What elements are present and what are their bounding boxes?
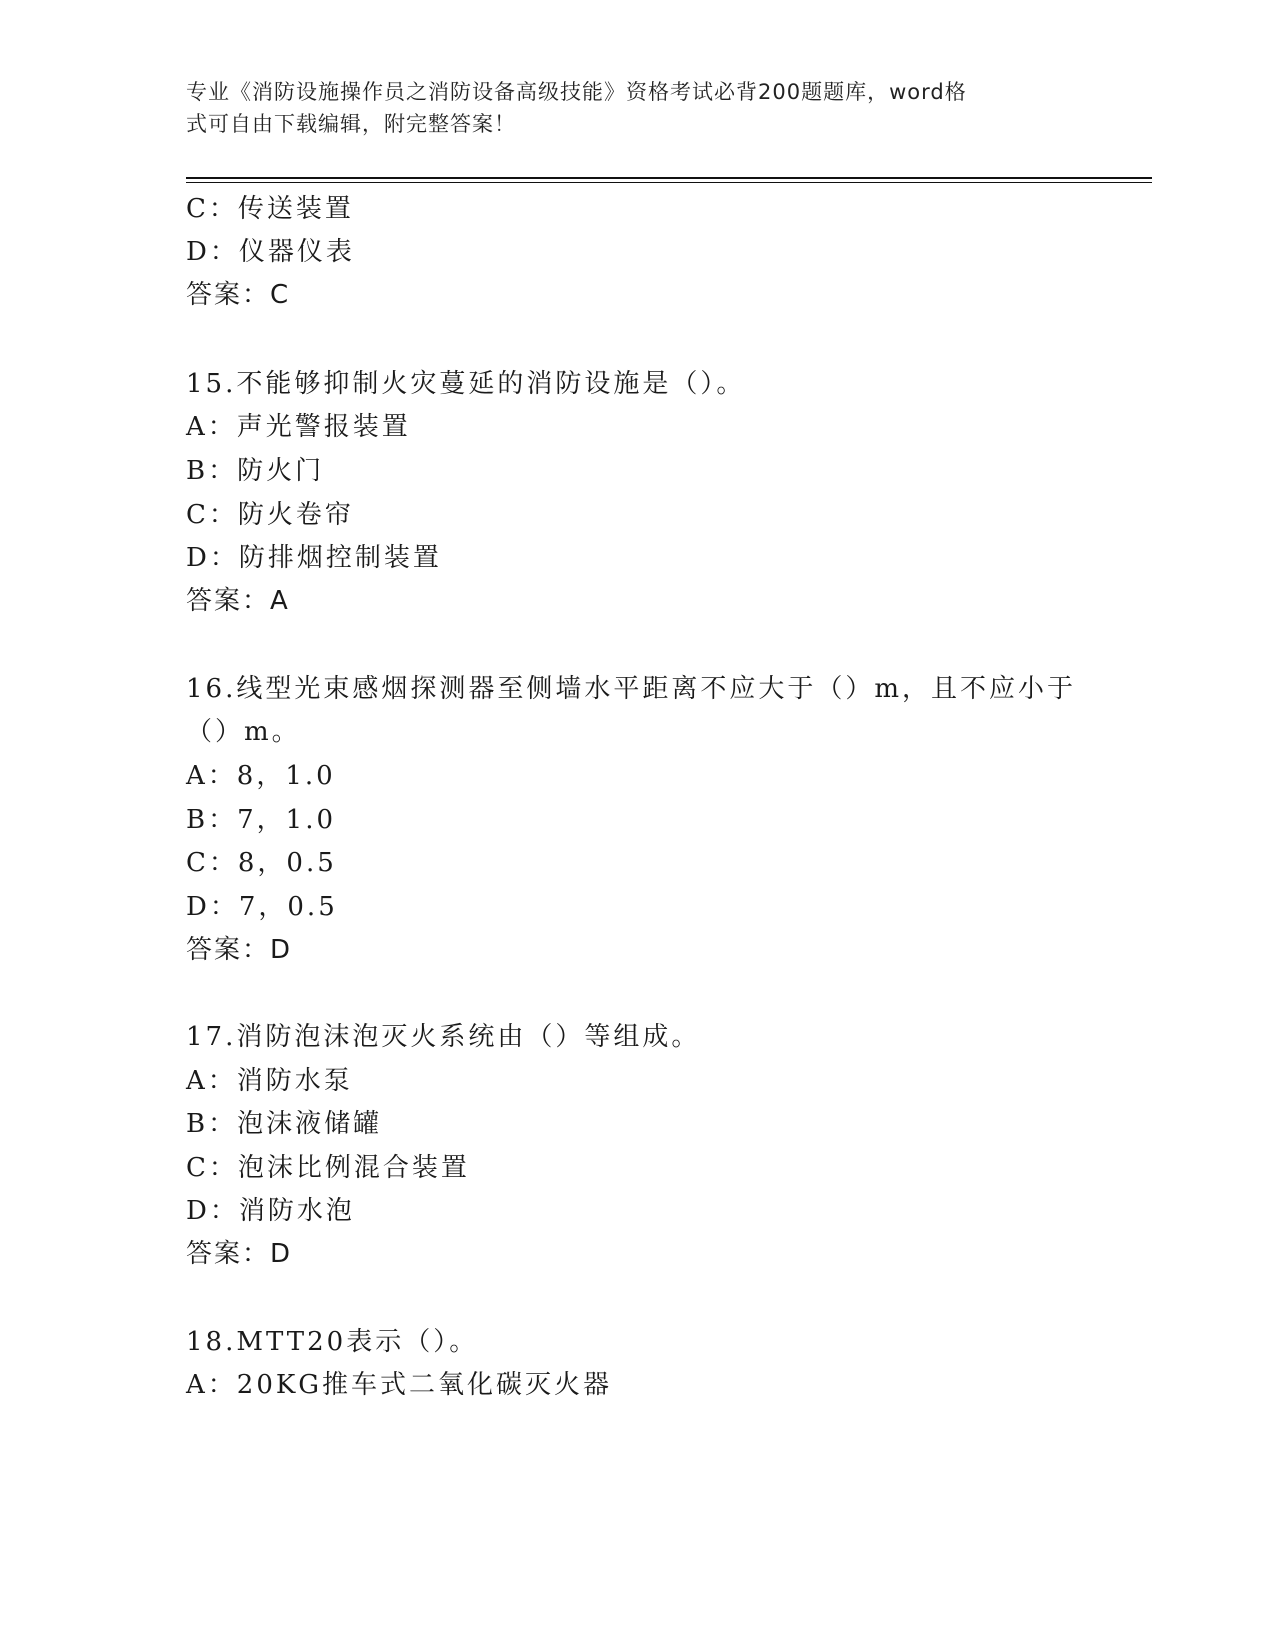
- question-16-option-a: A：8，1.0: [186, 761, 336, 791]
- question-18-option-a: A：20KG推车式二氧化碳灭火器: [186, 1370, 613, 1400]
- question-15-answer: 答案：A: [186, 586, 290, 616]
- question-15-option-b: B：防火门: [186, 456, 325, 486]
- header-divider-thin: [186, 182, 1152, 183]
- question-16-option-c: C：8，0.5: [186, 848, 337, 878]
- question-15-option-a: A：声光警报装置: [186, 412, 411, 442]
- question-17-option-c: C：泡沫比例混合装置: [186, 1153, 470, 1183]
- question-18-stem: 18.MTT20表示（）。: [186, 1327, 479, 1357]
- question-15-stem: 15.不能够抑制火灾蔓延的消防设施是（）。: [186, 369, 746, 399]
- question-15-option-c: C：防火卷帘: [186, 500, 354, 530]
- question-17-stem: 17.消防泡沫泡灭火系统由（）等组成。: [186, 1022, 701, 1052]
- question-16-option-d: D：7，0.5: [186, 892, 338, 922]
- header-line-1: 专业《消防设施操作员之消防设备高级技能》资格考试必背200题题库，word格: [186, 80, 967, 104]
- question-16-answer: 答案：D: [186, 935, 293, 965]
- option-d: D：仪器仪表: [186, 237, 355, 267]
- question-15-option-d: D：防排烟控制装置: [186, 543, 442, 573]
- question-17-option-a: A：消防水泵: [186, 1066, 353, 1096]
- question-16-stem-line-1: 16.线型光束感烟探测器至侧墙水平距离不应大于（）m，且不应小于: [186, 674, 1077, 704]
- document-header: [186, 76, 1066, 140]
- question-17-option-b: B：泡沫液储罐: [186, 1109, 383, 1139]
- answer: 答案：C: [186, 280, 291, 310]
- question-16-stem-line-2: （）m。: [186, 717, 301, 747]
- question-17-answer: 答案：D: [186, 1239, 293, 1269]
- question-16-option-b: B：7，1.0: [186, 805, 336, 835]
- header-divider-thick: [186, 177, 1152, 179]
- question-17-option-d: D：消防水泡: [186, 1196, 355, 1226]
- option-c: C：传送装置: [186, 194, 354, 224]
- header-line-2: 式可自由下载编辑，附完整答案！: [186, 112, 516, 136]
